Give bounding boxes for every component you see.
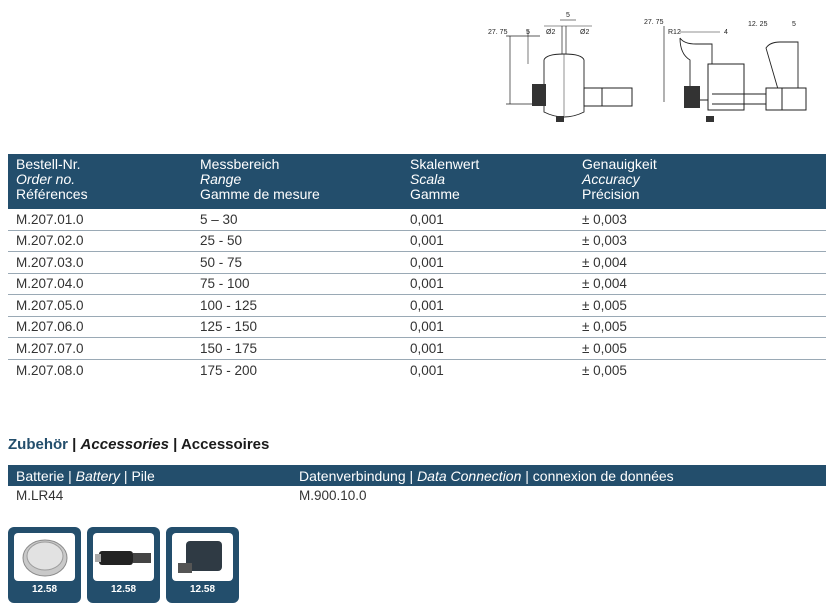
cell-scale: 0,001 [410,340,444,356]
specification-table [8,154,826,381]
cell-accuracy: ± 0,003 [582,233,627,249]
dim-label: 27. 75 [488,29,508,36]
header-de: Messbereich [200,156,280,172]
separator: | [68,467,72,484]
cell-range: 25 - 50 [200,233,243,249]
tile-caption: 12.58 [31,584,58,595]
header-en: Order no. [16,171,76,187]
header-fr: Références [16,186,88,202]
cell-order-no: M.207.03.0 [16,254,84,270]
separator: | [525,467,529,484]
usb-cable-icon [93,533,154,581]
header-de: Skalenwert [410,156,480,172]
header-en: Data Connection [417,467,522,484]
cell-accuracy: ± 0,005 [582,319,627,335]
header-data-connection [299,468,674,484]
dim-label: 5 [526,29,530,36]
coin-battery-icon [14,533,75,581]
tile-caption: 12.58 [110,584,137,595]
header-accuracy [574,157,826,209]
header-fr: Gamme [410,186,460,202]
dim-label: Ø2 [580,29,590,36]
dim-label: R12 [668,29,681,36]
header-order-no [8,157,192,209]
header-en: Battery [75,467,121,484]
table-body [8,209,826,381]
title-fr: Accessoires [180,436,270,453]
header-de: Datenverbindung [299,467,406,484]
table-row [8,231,826,253]
header-scale [402,157,574,209]
header-en: Range [200,171,242,187]
cell-accuracy: ± 0,005 [582,362,627,378]
dim-label: Ø2 [546,29,556,36]
cell-range: 5 – 30 [200,211,238,227]
cell-order-no: M.207.08.0 [16,362,84,378]
tile-caption: 12.58 [189,584,216,595]
battery-value: M.LR44 [16,488,64,503]
accessories-title [8,436,269,453]
table-header [8,154,826,209]
table-row [8,338,826,360]
header-de: Batterie [16,467,65,484]
cell-range: 100 - 125 [200,297,258,313]
table-row [8,209,826,231]
header-fr: Pile [131,467,155,484]
accessory-tile-cable[interactable] [87,527,160,603]
cell-scale: 0,001 [410,233,444,249]
header-range [192,157,402,209]
micrometer-drawing-icon [480,4,820,132]
dim-label: 5 [792,21,796,28]
header-en: Scala [410,171,446,187]
header-de: Bestell-Nr. [16,156,81,172]
cell-order-no: M.207.04.0 [16,276,84,292]
cell-range: 150 - 175 [200,340,258,356]
separator: | [72,436,77,453]
cell-scale: 0,001 [410,297,444,313]
cell-order-no: M.207.01.0 [16,211,84,227]
cell-accuracy: ± 0,005 [582,340,627,356]
separator: | [409,467,414,484]
cell-accuracy: ± 0,003 [582,211,627,227]
header-fr: Gamme de mesure [200,186,320,202]
table-row [8,317,826,339]
header-fr: Précision [582,186,640,202]
cell-scale: 0,001 [410,362,444,378]
technical-drawings [480,4,820,132]
table-row [8,252,826,274]
cell-order-no: M.207.06.0 [16,319,84,335]
accessories-row [8,488,826,503]
header-en: Accuracy [582,171,640,187]
cell-scale: 0,001 [410,211,444,227]
cell-range: 125 - 150 [200,319,258,335]
cell-accuracy: ± 0,004 [582,254,627,270]
header-fr: connexion de données [532,467,674,484]
accessory-tile-battery[interactable] [8,527,81,603]
accessories-header [8,465,826,486]
table-row [8,360,826,382]
data-module-icon [172,533,233,581]
cell-order-no: M.207.07.0 [16,340,84,356]
cell-range: 50 - 75 [200,254,243,270]
cell-scale: 0,001 [410,276,444,292]
accessory-tile-module[interactable] [166,527,239,603]
header-de: Genauigkeit [582,156,657,172]
dim-label: 4 [724,29,728,36]
title-de: Zubehör [8,436,68,453]
table-row [8,295,826,317]
cell-range: 75 - 100 [200,276,250,292]
separator: | [123,467,128,484]
cell-scale: 0,001 [410,254,444,270]
cell-accuracy: ± 0,004 [582,276,627,292]
cell-accuracy: ± 0,005 [582,297,627,313]
table-row [8,274,826,296]
dim-label: 12. 25 [748,21,768,28]
separator: | [173,436,178,453]
cell-scale: 0,001 [410,319,444,335]
title-en: Accessories [80,436,169,453]
header-battery [8,468,299,484]
cell-order-no: M.207.02.0 [16,233,84,249]
cell-order-no: M.207.05.0 [16,297,84,313]
data-connection-value: M.900.10.0 [299,488,367,503]
dim-label: 5 [566,12,570,19]
dim-label: 27. 75 [644,19,664,26]
cell-range: 175 - 200 [200,362,258,378]
